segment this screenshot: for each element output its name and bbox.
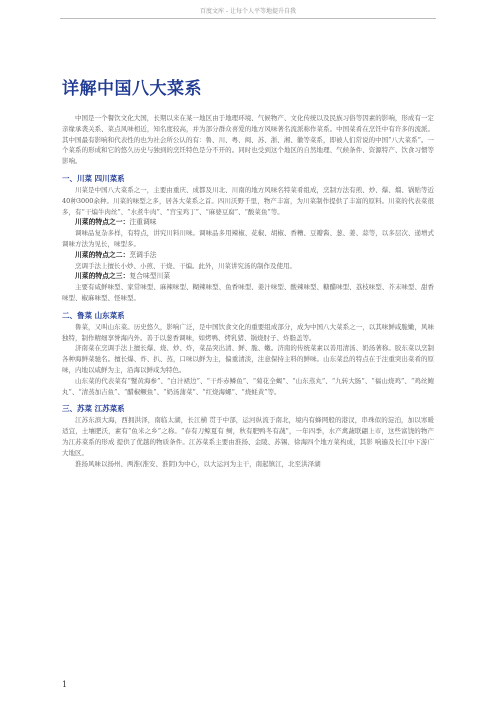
shandong-paragraph-3: 山东菜的代表菜有“蟹黄海参”、“白汁裙边”、“干炸赤鳞鱼”、“菊花全蝎”、“山东蒸丸”、“九转大肠”、“福山烧鸡”、“鸡丝鲍丸”、“清蒸加吉鱼”、“醋椒鳜鱼”、“奶汤蒲菜”、“红烧海螺”、“烧蚝黄”等。 [62, 376, 434, 396]
section-heading-jiangsu: 三、苏菜 江苏菜系 [62, 404, 125, 414]
shandong-paragraph-2: 济南菜在烹调手法上擅长爆、烧、炒、炸，菜品突出清、鲜、脆、嫩。济南的传统菜素以善用清汤、奶汤著称。胶东菜以烹制各种海鲜菜驰名。擅长爆、炸、扒、蒸，口味以鲜为主，偏重清淡，注意保持主料的鲜味。山东菜总的特点在于注重突出菜肴的原味，内地以咸鲜为主，沿海以鲜咸为特色。 [62, 344, 434, 374]
sichuan-paragraph: 川菜是中国八大菜系之一，主要由重庆、成都及川北、川南的地方风味名特菜肴组成，烹制方法有煎、炒、爆、熘、锅贴等近40种3000余种。川菜的味型之多，居各大菜系之首。四川沃野千里，物产丰富，为川菜制作提供了丰富的原料。川菜的代表菜很多，有“干煸牛肉丝”、“水煮牛肉”、“宫宝鸡丁”、“麻婆豆腐”、“酸菜鱼”等。 [62, 185, 434, 216]
section-heading-sichuan: 一、川菜 四川菜系 [62, 173, 125, 183]
sichuan-feature-2-heading [62, 250, 434, 261]
feature-label: 川菜的特点之三： [75, 272, 130, 281]
document-title: 详解中国八大菜系 [62, 79, 202, 99]
sichuan-feature-3-heading [62, 271, 434, 282]
page-number: 1 [62, 680, 68, 689]
jiangsu-paragraph-1: 江苏东滨大海，西拥洪泽，南临太湖，长江横 贯于中部，运河纵流于南北，境内有蜂网般的港汊，串珠似的淀泊，加以寒暖适宜，土壤肥沃，素有“鱼米之乡”之称。“春有刀鲸夏有 鲥，秋有肥鸭冬有蔬”，一年四季，水产禽蔬联翩上市，这些富饶的物产为江苏菜系的形成 提供了优越的物质条件。江苏菜系主要由淮扬、金陵、苏锡、徐海四个地方菜构成，其影 响遍及长江中下游广大地区。 [62, 416, 434, 457]
intro-paragraph: 中国是一个餐饮文化大国，长期以来在某一地区由于地理环境、气候物产、文化传统以及民族习俗等因素的影响，形成有一定亲缘承袭关系、菜点风味相近，知名度较高，并为部分群众喜爱的地方风味著名流派称作菜系。中国菜肴在烹饪中有许多的流派。其中国最有影响和代表性的也为社会所公认的有：鲁、川、粤、闽、苏、浙、湘、徽等菜系，即被人们常说的中国“八大菜系”。一个菜系的形成和它的悠久历史与独到的烹饪特色是分不开的。同时也受到这个地区的自然地理、气候条件、资源特产、饮食习惯等影响。 [62, 114, 434, 166]
sichuan-feature-2-body: 烹调手法上擅长小炒、小煎、干烧、干煸。此外，川菜讲究汤的制作及使用。 [75, 261, 296, 270]
document-body [62, 64, 434, 469]
sichuan-feature-1-heading [62, 217, 434, 228]
feature-text: 烹调手法 [129, 250, 157, 259]
section-heading-shandong: 二、鲁菜 山东菜系 [62, 310, 125, 320]
sichuan-feature-1-body: 调味品复杂多样，有特点，讲究川料川味。调味品多用辣椒、花椒、胡椒、香糟、豆瓣酱、葱、姜、蒜等，以多层次、递增式调味方法为见长，味型多。 [62, 229, 434, 248]
feature-text: 注重调味 [129, 218, 157, 227]
feature-label: 川菜的特点之一： [75, 218, 130, 227]
page-header: 百度文库 - 让每个人平等地提升自我 [60, 6, 436, 19]
sichuan-feature-3-body: 主要有咸鲜味型、家常味型、麻辣味型、糊辣味型、鱼香味型、姜汁味型、酸辣味型、糖醋味型、荔枝味型、芥末味型、甜香味型、椒麻味型、怪味型。 [62, 283, 434, 302]
feature-label: 川菜的特点之二： [75, 250, 130, 259]
jiangsu-paragraph-2: 淮扬风味以扬州、两淮(淮安、淮阴)为中心，以大运河为主干，南起镇江，北至洪泽湖 [75, 459, 321, 468]
shandong-paragraph-1: 鲁菜，又叫山东菜。历史悠久，影响广泛，是中国饮食文化的重要组成部分，成为中国八大菜系之一，以其味鲜咸脆嫩，风味独特，制作精细享誉海内外。善于以葱香调味，如烤鸭、烤乳猪、锅烧肘子、炸脂盖等。 [62, 322, 434, 342]
feature-text: 复合味型川菜 [129, 272, 171, 281]
